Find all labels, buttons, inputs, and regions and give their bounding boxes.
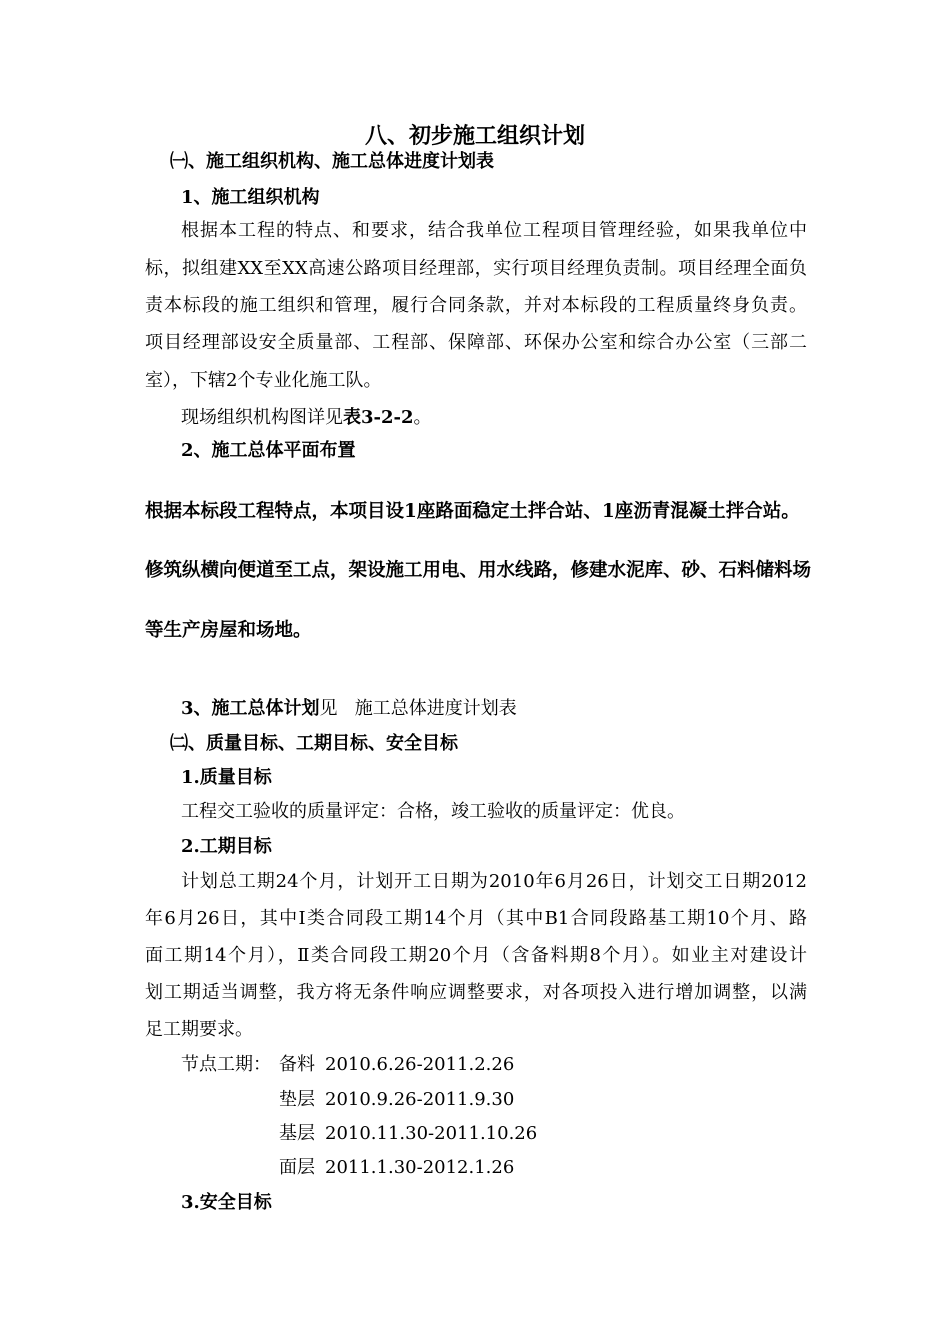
overall-plan-line [181,696,517,722]
node-range: 2010.6.26-2011.2.26 [325,1054,515,1075]
section-heading-2: ㈡、质量目标、工期目标、安全目标 [170,733,458,754]
overall-plan-reference: 见 施工总体进度计划表 [319,698,517,719]
table-reference: 表3-2-2 [343,407,414,428]
subheading-site-layout: 2、施工总体平面布置 [181,440,356,461]
schedule-line: 面工期14个月），Ⅱ类合同段工期20个月（含备料期8个月）。如业主对建设计 [145,945,807,966]
subheading-overall-plan: 3、施工总体计划 [181,698,320,719]
node-row [279,1155,514,1181]
schedule-line: 年6月26日，其中Ⅰ类合同段工期14个月（其中B1合同段路基工期10个月、路 [145,908,807,929]
node-schedule-label: 节点工期： [181,1054,271,1075]
node-name: 基层 [279,1123,315,1144]
paragraph-line: 项目经理部设安全质量部、工程部、保障部、环保办公室和综合办公室（三部二 [145,332,807,353]
node-row [279,1121,537,1147]
page-title: 八、初步施工组织计划 [364,123,585,149]
paragraph-line: 根据本工程的特点、和要求，结合我单位工程项目管理经验，如果我单位中 [181,220,807,241]
paragraph-line: 室），下辖2个专业化施工队。 [145,370,382,391]
node-row [279,1052,514,1078]
section-heading-1: ㈠、施工组织机构、施工总体进度计划表 [170,151,494,172]
layout-line: 根据本标段工程特点，本项目设1座路面稳定土拌合站、1座沥青混凝土拌合站。 [145,501,800,522]
node-range: 2010.11.30-2011.10.26 [325,1123,538,1144]
node-name: 垫层 [279,1089,315,1110]
schedule-line: 划工期适当调整，我方将无条件响应调整要求，对各项投入进行增加调整，以满 [145,982,807,1003]
org-chart-reference [181,405,432,431]
node-range: 2010.9.26-2011.9.30 [325,1089,515,1110]
reference-text: 现场组织机构图详见 [181,407,343,428]
subheading-quality: 1.质量目标 [181,767,272,788]
node-row [279,1087,514,1113]
node-name: 备料 [279,1054,315,1075]
node-name: 面层 [279,1157,315,1178]
subheading-safety: 3.安全目标 [181,1192,272,1213]
paragraph-line: 标，拟组建XX至XX高速公路项目经理部，实行项目经理负责制。项目经理全面负 [145,258,807,279]
subheading-org-structure: 1、施工组织机构 [181,187,320,208]
schedule-line: 计划总工期24个月，计划开工日期为2010年6月26日，计划交工日期2012 [181,871,807,892]
subheading-schedule: 2.工期目标 [181,836,272,857]
quality-text: 工程交工验收的质量评定：合格，竣工验收的质量评定：优良。 [181,801,685,822]
layout-line: 修筑纵横向便道至工点，架设施工用电、用水线路，修建水泥库、砂、石料储料场 [145,560,812,581]
reference-end: 。 [413,407,432,428]
schedule-line: 足工期要求。 [145,1019,253,1040]
paragraph-line: 责本标段的施工组织和管理，履行合同条款，并对本标段的工程质量终身负责。 [145,295,807,316]
layout-line: 等生产房屋和场地。 [145,620,312,641]
node-range: 2011.1.30-2012.1.26 [325,1157,515,1178]
